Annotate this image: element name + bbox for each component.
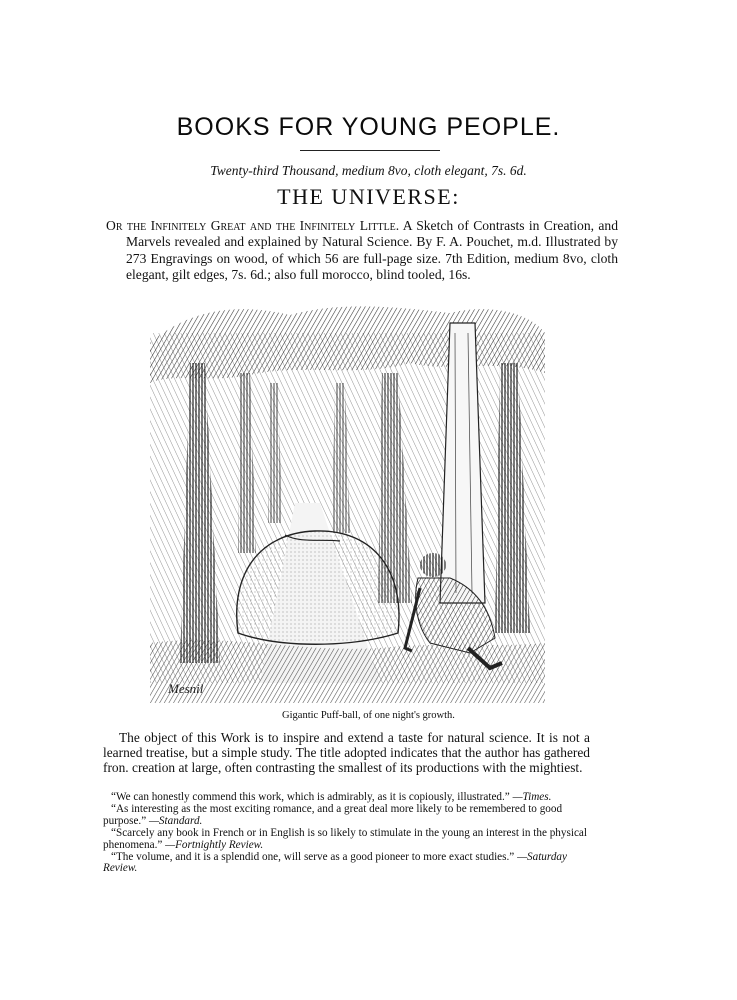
review-item bbox=[103, 852, 593, 875]
review-item bbox=[103, 804, 593, 827]
book-description bbox=[106, 218, 618, 284]
review-item bbox=[103, 828, 593, 851]
review-source: —Standard. bbox=[148, 814, 203, 827]
press-reviews bbox=[103, 792, 593, 876]
review-source: —Saturday Review. bbox=[103, 851, 567, 875]
body-paragraph: The object of this Work is to inspire and extend a taste for natural science. It is not a learned treatise, but a simple study. The title adopted indicates that the author has gathered fron. creation at large, often contrasting the smallest of its productions with the mightiest. bbox=[103, 730, 590, 776]
book-subtitle: Or the Infinitely Great and the Infinitely Little. bbox=[106, 218, 400, 233]
engraver-signature: Mesnil bbox=[168, 681, 204, 696]
review-quote: “The volume, and it is a splendid one, will serve as a good pioneer to more exact studies.” bbox=[111, 851, 515, 864]
heading-rule bbox=[300, 150, 440, 151]
edition-line: Twenty-third Thousand, medium 8vo, cloth elegant, 7s. 6d. bbox=[210, 163, 527, 178]
puffball-engraving bbox=[150, 303, 545, 703]
review-quote: “Scarcely any book in French or in English is so likely to stimulate in the young an interest in the physical phenomena.” bbox=[103, 827, 587, 851]
book-description-text: A Sketch of Contrasts in Creation, and Marvels revealed and explained by Natural Science. By F. A. Pouchet, m.d. Illustrated by 273 Engravings on wood, of which 56 are full-page size. 7th Edition, medium 8vo, cloth elegant, gilt edges, 7s. 6d.; also full morocco, blind tooled, 16s. bbox=[126, 218, 618, 283]
review-source: —Fortnightly Review. bbox=[165, 838, 264, 851]
page-heading: BOOKS FOR YOUNG PEOPLE. bbox=[176, 113, 561, 141]
review-item bbox=[103, 792, 593, 803]
review-source: —Times. bbox=[512, 791, 552, 803]
illustration-caption: Gigantic Puff-ball, of one night's growth. bbox=[282, 710, 455, 721]
review-quote: “We can honestly commend this work, which is admirably, as it is copiously, illustrated.” bbox=[111, 791, 510, 803]
review-quote: “As interesting as the most exciting romance, and a great deal more likely to be remembered to good purpose.” bbox=[103, 803, 563, 827]
book-title: THE UNIVERSE: bbox=[277, 184, 460, 209]
